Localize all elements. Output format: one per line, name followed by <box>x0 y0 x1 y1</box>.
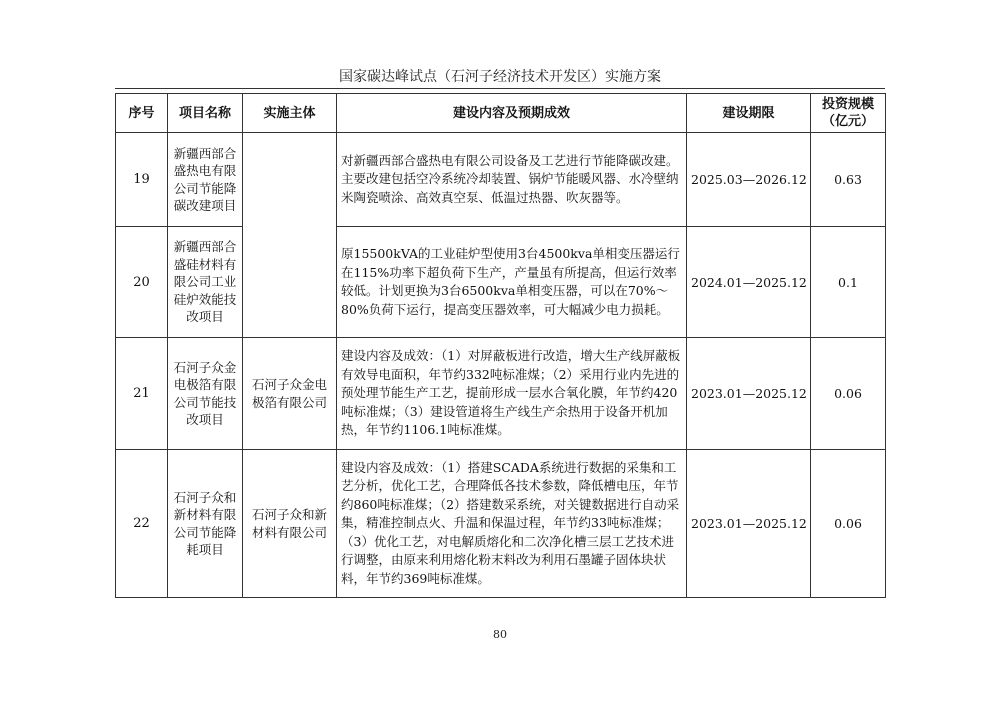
construction-period: 2025.03—2026.12 <box>687 133 811 227</box>
row-number: 22 <box>116 450 168 598</box>
project-name: 石河子众金电极箔有限公司节能技改项目 <box>168 338 243 450</box>
project-table <box>115 93 886 598</box>
construction-period: 2023.01—2025.12 <box>687 338 811 450</box>
table-header-row <box>116 94 886 133</box>
column-header-name: 项目名称 <box>168 94 243 133</box>
project-content: 建设内容及成效：（1）对屏蔽板进行改造，增大生产线屏蔽板有效导电面积，年节约332吨标准煤；（2）采用行业内先进的预处理节能生产工艺，提前形成一层水合氧化膜，年节约420吨标准煤；（3）建设管道将生产线生产余热用于设备开机加热，年节约1106.1吨标准煤。 <box>337 338 687 450</box>
column-header-no: 序号 <box>116 94 168 133</box>
investment-amount: 0.63 <box>811 133 886 227</box>
project-content: 对新疆西部合盛热电有限公司设备及工艺进行节能降碳改建。主要改建包括空冷系统冷却装置、锅炉节能暖风器、水冷壁纳米陶瓷喷涂、高效真空泵、低温过热器、吹灰器等。 <box>337 133 687 227</box>
header-divider <box>115 88 885 89</box>
column-header-investment: 投资规模（亿元） <box>811 94 886 133</box>
table-row <box>116 450 886 598</box>
row-number: 20 <box>116 227 168 338</box>
implementing-entity: 石河子众和新材料有限公司 <box>243 450 337 598</box>
construction-period: 2023.01—2025.12 <box>687 450 811 598</box>
page-header-title: 国家碳达峰试点（石河子经济技术开发区）实施方案 <box>339 69 661 85</box>
row-number: 19 <box>116 133 168 227</box>
project-content: 原15500kVA的工业硅炉型使用3台4500kva单相变压器运行在115%功率下超负荷下生产，产量虽有所提高，但运行效率较低。计划更换为3台6500kva单相变压器，可以在70%～80%负荷下运行，提高变压器效率，可大幅减少电力损耗。 <box>337 227 687 338</box>
table-row <box>116 338 886 450</box>
column-header-period: 建设期限 <box>687 94 811 133</box>
project-content: 建设内容及成效：（1）搭建SCADA系统进行数据的采集和工艺分析，优化工艺，合理降低各技术参数，降低槽电压，年节约860吨标准煤；（2）搭建数采系统，对关键数据进行自动采集，精准控制点火、升温和保温过程，年节约33吨标准煤；（3）优化工艺，对电解质熔化和二次净化槽三层工艺技术进行调整，由原来利用熔化粉末料改为利用石墨罐子固体块状料，年节约369吨标准煤。 <box>337 450 687 598</box>
investment-amount: 0.1 <box>811 227 886 338</box>
project-name: 新疆西部合盛热电有限公司节能降碳改建项目 <box>168 133 243 227</box>
row-number: 21 <box>116 338 168 450</box>
page-number: 80 <box>493 628 507 641</box>
investment-amount: 0.06 <box>811 338 886 450</box>
project-name: 新疆西部合盛硅材料有限公司工业硅炉效能技改项目 <box>168 227 243 338</box>
project-name: 石河子众和新材料有限公司节能降耗项目 <box>168 450 243 598</box>
construction-period: 2024.01—2025.12 <box>687 227 811 338</box>
column-header-entity: 实施主体 <box>243 94 337 133</box>
table-row <box>116 227 886 338</box>
implementing-entity <box>243 133 337 338</box>
investment-amount: 0.06 <box>811 450 886 598</box>
column-header-content: 建设内容及预期成效 <box>337 94 687 133</box>
table-row <box>116 133 886 227</box>
implementing-entity: 石河子众金电极箔有限公司 <box>243 338 337 450</box>
